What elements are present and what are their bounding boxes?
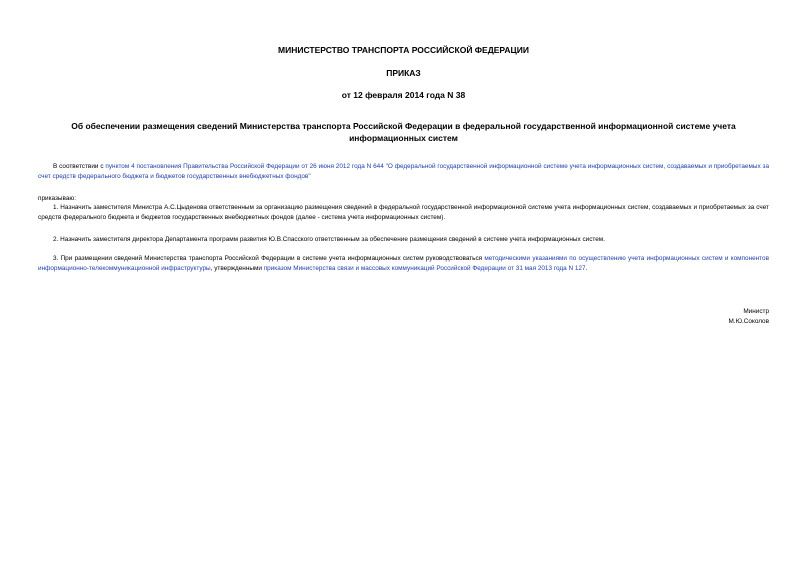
item-1-paragraph: 1. Назначить заместителя Министра А.С.Цыденова ответственным за организацию размещения сведений в федеральной государственной информационной системе учета информационных систем, создаваемых и приобретаемых за счет средств федерального бюджета и бюджетов государственных внебюджетных фондов (далее - система учета информационных систем). bbox=[38, 204, 769, 221]
item-2-paragraph: 2. Назначить заместителя директора Департамента программ развития Ю.В.Спасского ответственным за обеспечение размещения сведений в системе учета информационных систем. bbox=[53, 236, 605, 243]
signature-position: Министр bbox=[743, 308, 769, 315]
signature-name: М.Ю.Соколов bbox=[728, 318, 769, 325]
document-type: ПРИКАЗ bbox=[386, 68, 421, 78]
document-title: Об обеспечении размещения сведений Министерства транспорта Российской Федерации в федеральной государственной информационной системе учета информационных систем bbox=[71, 121, 736, 143]
item-3-text-start: 3. При размещении сведений Министерства транспорта Российской Федерации в системе учета информационных систем руководствоваться bbox=[53, 255, 485, 262]
preamble-text: В соответствии с bbox=[53, 163, 106, 170]
methodical-guidelines-link[interactable]: методическими указаниями по осуществлению учета информационных систем и компонентов информационно-телекоммуникационной инфраструктуры bbox=[38, 255, 769, 272]
item-3-text-middle: , утвержденными bbox=[210, 264, 264, 272]
government-decree-link[interactable]: пунктом 4 постановления Правительства Российской Федерации от 26 июня 2012 года N 644 "О федеральной государственной информационной системе учета информационных систем, создаваемых и приобретаемых за счет средств федерального бюджета и бюджетов государственных внебюджетных фондов" bbox=[38, 163, 769, 180]
ministry-heading: МИНИСТЕРСТВО ТРАНСПОРТА РОССИЙСКОЙ ФЕДЕРАЦИИ bbox=[278, 45, 529, 55]
preamble-paragraph bbox=[38, 162, 769, 181]
document-date-number: от 12 февраля 2014 года N 38 bbox=[341, 90, 466, 100]
order-word: приказываю: bbox=[38, 195, 76, 202]
item-3-paragraph bbox=[38, 254, 769, 273]
item-3-text-end: . bbox=[585, 264, 588, 272]
ministry-order-link[interactable]: приказом Министерства связи и массовых коммуникаций Российской Федерации от 31 мая 2013 года N 127 bbox=[263, 264, 586, 272]
